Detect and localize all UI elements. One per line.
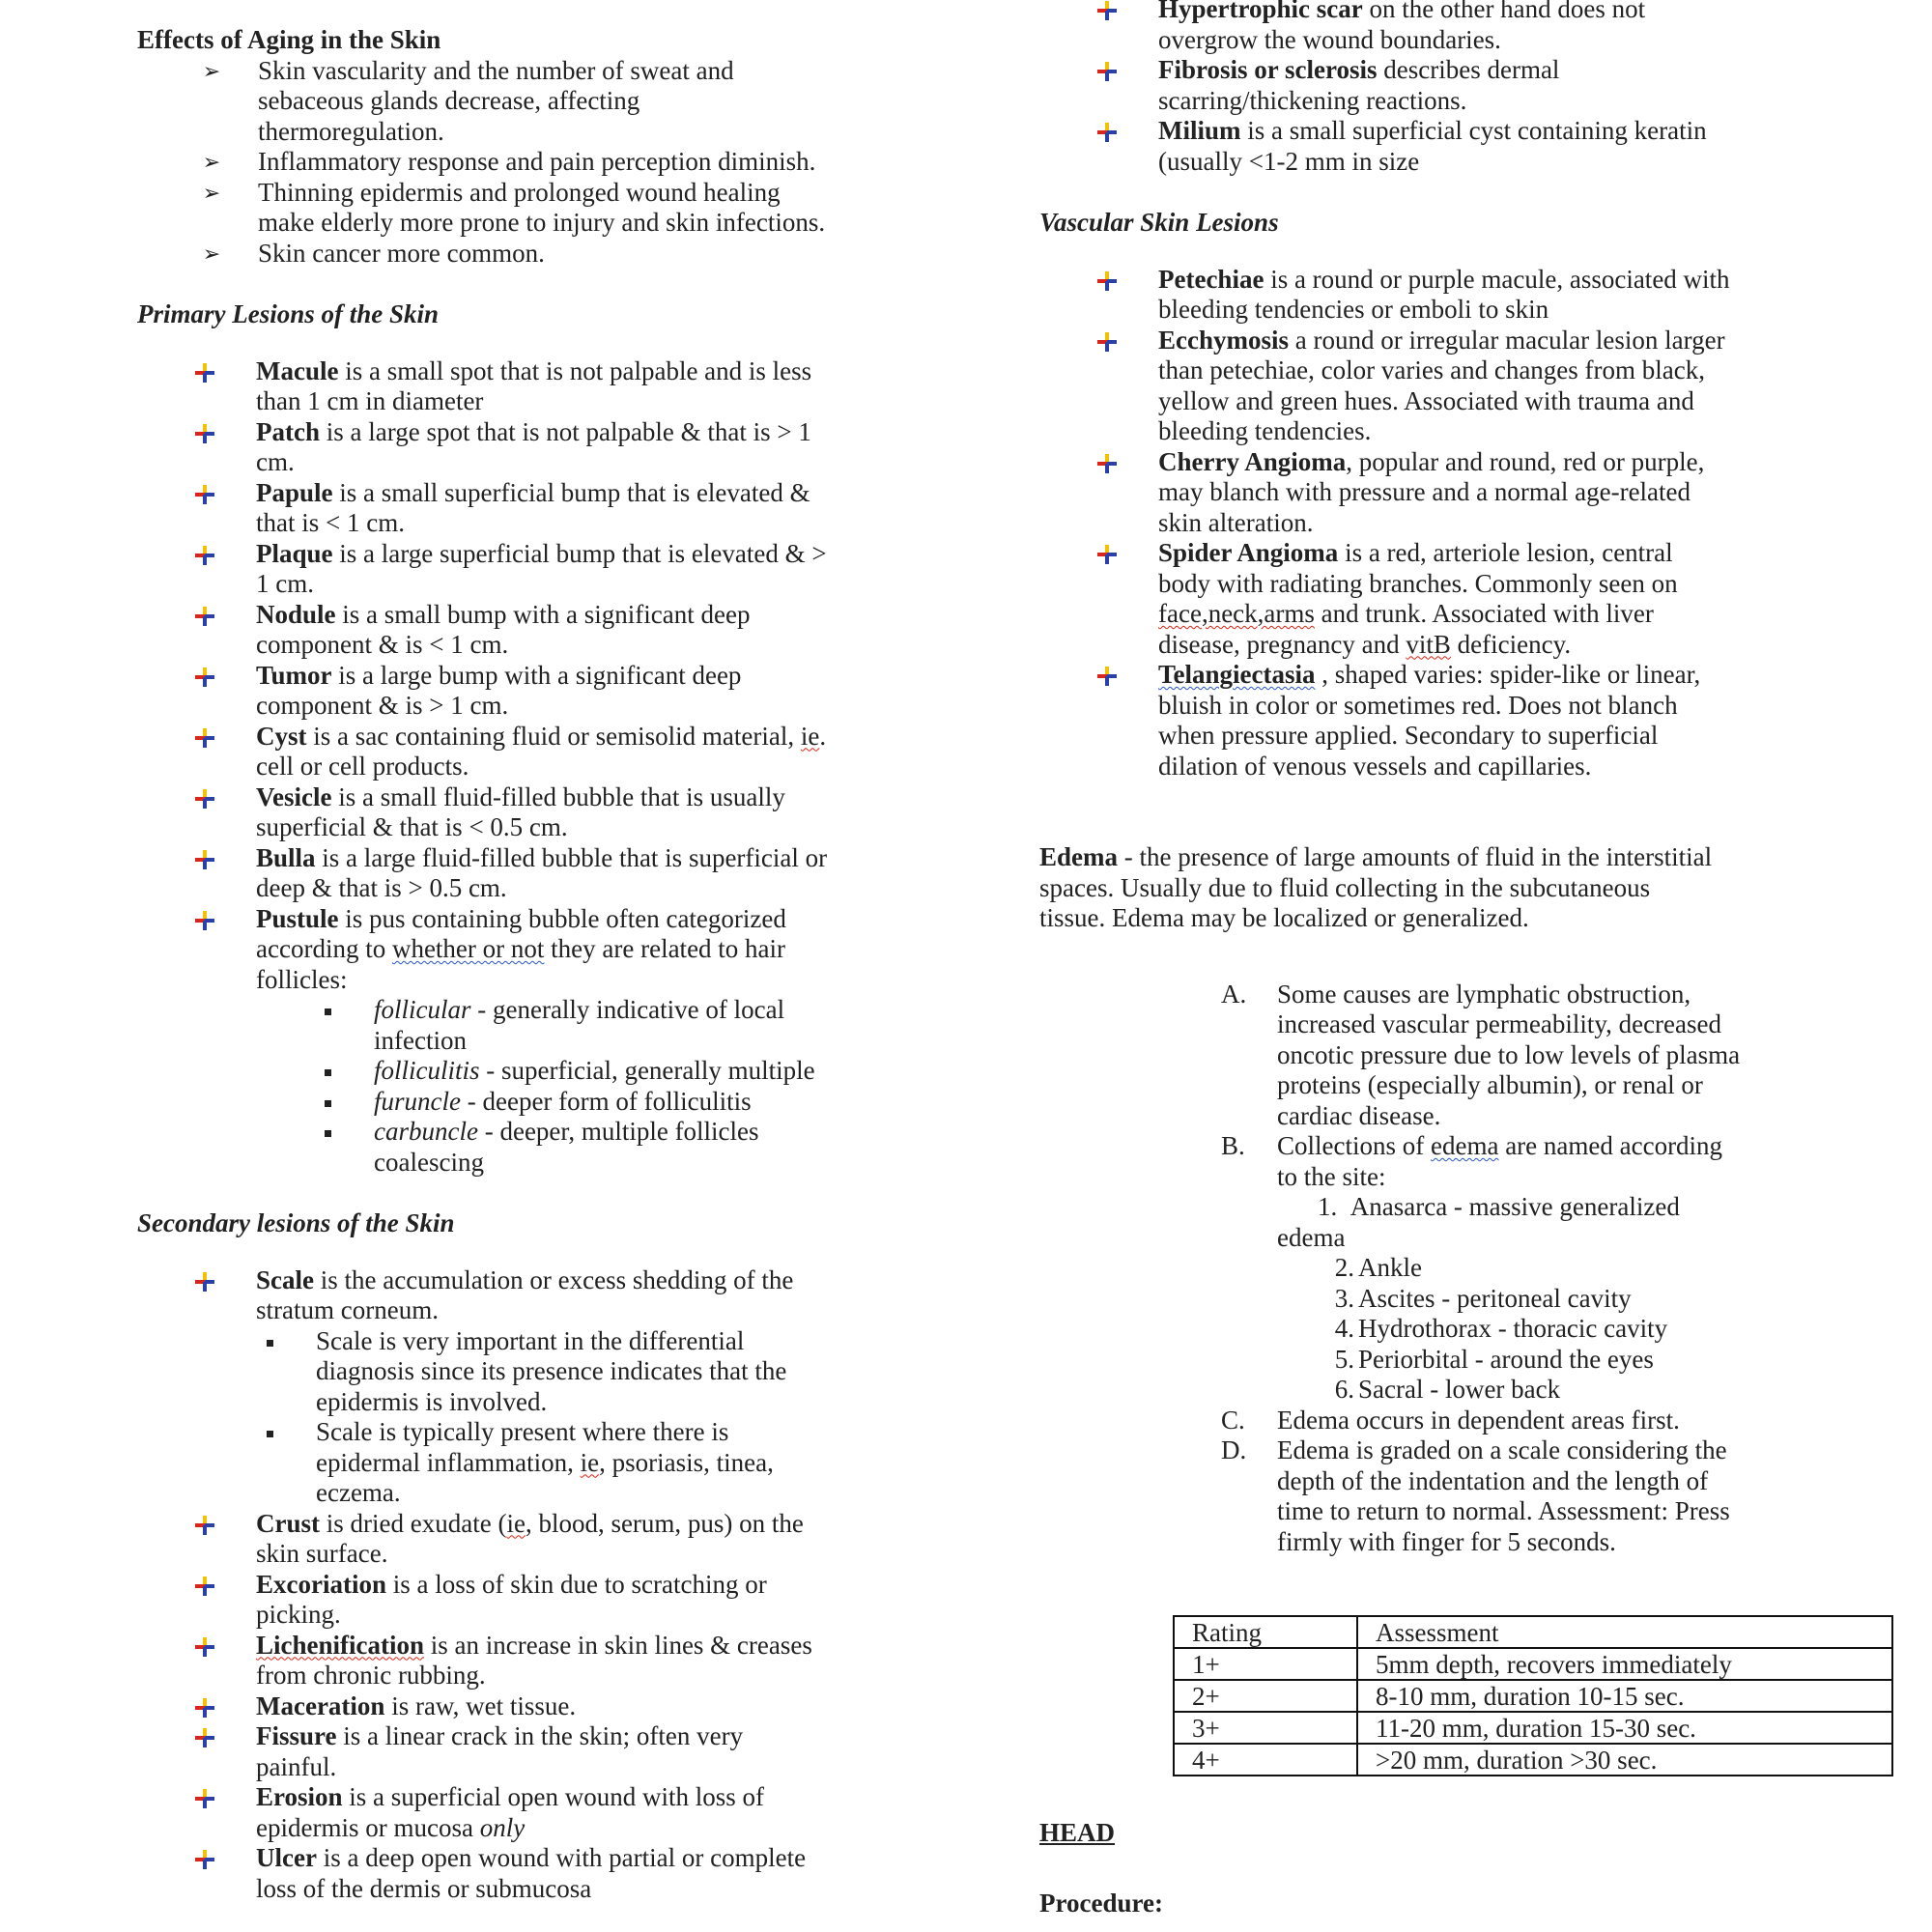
primary-lesions-list [137, 356, 939, 1179]
plus-bullet-icon [195, 1272, 214, 1292]
plus-bullet-icon [195, 1516, 214, 1535]
list-item: Ecchymosis a round or irregular macular lesion larger than petechiae, color varies and changes from black, yellow and green hues. Associated with trauma and bleeding tendencies. [1039, 326, 1841, 447]
list-item: Spider Angioma is a red, arteriole lesion, central body with radiating branches. Commonly seen on face,neck,arms and trunk. Associated with liver disease, pregnancy and vitB deficiency. [1039, 538, 1841, 660]
list-item: C. Edema occurs in dependent areas first. [1221, 1405, 1680, 1435]
plus-bullet-icon [195, 1850, 214, 1869]
list-item: 5. Periorbital - around the eyes [1334, 1344, 1654, 1374]
vascular-lesions-list [1039, 265, 1841, 539]
secondary-lesions-title: Secondary lesions of the Skin [137, 1208, 455, 1237]
list-item: Cherry Angioma, popular and round, red or purple, may blanch with pressure and a normal age-related skin alteration. [1039, 447, 1841, 539]
plus-bullet-icon [1097, 271, 1117, 291]
list-item: follicular - generally indicative of local infection [137, 995, 939, 1056]
list-item: 3. Ascites - peritoneal cavity [1334, 1283, 1632, 1313]
head-heading: HEAD [1039, 1818, 1116, 1847]
plus-bullet-icon [1097, 545, 1117, 564]
list-item: ➢ Skin vascularity and the number of sweat and sebaceous glands decrease, affecting thermoregulation. [137, 56, 939, 148]
list-item: Fissure is a linear crack in the skin; often very painful. [137, 1721, 939, 1782]
list-item: ➢ Inflammatory response and pain perception diminish. [137, 147, 939, 178]
list-item: A. Some causes are lymphatic obstruction, increased vascular permeability, decreased oncotic pressure due to low levels of plasma proteins (especially albumin), or renal or cardiac disease. [1221, 979, 1741, 1130]
edema-rating-table [1173, 1615, 1893, 1776]
plus-bullet-icon [1097, 667, 1117, 686]
list-item: Tumor is a large bump with a significant deep component & is > 1 cm. [137, 661, 939, 722]
plus-bullet-icon [195, 424, 214, 443]
list-item: Papule is a small superficial bump that is elevated & that is < 1 cm. [137, 478, 939, 539]
procedure-label: Procedure: [1039, 1889, 1163, 1918]
list-item: Patch is a large spot that is not palpable & that is > 1 cm. [137, 417, 939, 478]
edema-paragraph: Edema - the presence of large amounts of fluid in the interstitial spaces. Usually due to fluid collecting in the subcutaneous tissue. Edema may be localized or generalized. [1039, 842, 1713, 932]
square-bullet-icon [313, 1056, 342, 1087]
list-item: Plaque is a large superficial bump that is elevated & > 1 cm. [137, 539, 939, 600]
plus-bullet-icon [195, 1577, 214, 1596]
list-item: Pustule is pus containing bubble often categorized according to whether or not they are related to hair follicles: [137, 904, 939, 996]
list-item: Fibrosis or sclerosis describes dermal scarring/thickening reactions. [1039, 55, 1841, 116]
plus-bullet-icon [195, 1637, 214, 1657]
list-item: B. Collections of edema are named according to the site: [1221, 1131, 1723, 1191]
list-item: Scale is typically present where there is epidermal inflammation, ie, psoriasis, tinea, eczema. [137, 1417, 939, 1509]
list-item: Excoriation is a loss of skin due to scratching or picking. [137, 1570, 939, 1631]
list-item: Erosion is a superficial open wound with loss of epidermis or mucosa only [137, 1782, 939, 1843]
list-item: furuncle - deeper form of folliculitis [137, 1087, 939, 1118]
square-bullet-icon [255, 1417, 284, 1448]
arrow-bullet-icon: ➢ [202, 180, 221, 205]
plus-bullet-icon [195, 485, 214, 504]
arrow-bullet-icon: ➢ [202, 241, 221, 266]
square-bullet-icon [255, 1326, 284, 1357]
plus-bullet-icon [195, 363, 214, 383]
list-item: Scale is the accumulation or excess shedding of the stratum corneum. [137, 1265, 939, 1326]
plus-bullet-icon [195, 607, 214, 626]
table-row: 1+ 5mm depth, recovers immediately [1174, 1648, 1892, 1680]
arrow-bullet-icon: ➢ [202, 150, 221, 174]
plus-bullet-icon [195, 850, 214, 869]
list-item: Cyst is a sac containing fluid or semisolid material, ie. cell or cell products. [137, 722, 939, 782]
primary-lesions-title: Primary Lesions of the Skin [137, 299, 440, 328]
plus-bullet-icon [195, 1698, 214, 1718]
list-item: Lichenification is an increase in skin lines & creases from chronic rubbing. [137, 1631, 939, 1691]
arrow-bullet-icon: ➢ [202, 58, 221, 83]
list-item: D. Edema is graded on a scale considering the depth of the indentation and the length of time to return to normal. Assessment: Press firmly with finger for 5 seconds. [1221, 1435, 1730, 1556]
list-item: Nodule is a small bump with a significant deep component & is < 1 cm. [137, 600, 939, 661]
list-item: Maceration is raw, wet tissue. [137, 1691, 939, 1722]
list-item: Petechiae is a round or purple macule, associated with bleeding tendencies or emboli to skin [1039, 265, 1841, 326]
list-item: Milium is a small superficial cyst containing keratin (usually <1-2 mm in size [1039, 116, 1841, 177]
list-item: Ulcer is a deep open wound with partial or complete loss of the dermis or submucosa [137, 1843, 939, 1904]
plus-bullet-icon [1097, 454, 1117, 473]
plus-bullet-icon [1097, 1, 1117, 20]
list-item: Hypertrophic scar on the other hand does not overgrow the wound boundaries. [1039, 0, 1841, 55]
edema-sites-list [1039, 1253, 1841, 1406]
table-header-row: Rating Assessment [1174, 1616, 1892, 1648]
plus-bullet-icon [1097, 123, 1117, 142]
list-item: Bulla is a large fluid-filled bubble that is superficial or deep & that is > 0.5 cm. [137, 843, 939, 904]
list-item: Telangiectasia , shaped varies: spider-like or linear, bluish in color or sometimes red. Does not blanch when pressure applied. Secondary to superficial dilation of venous vessels and capillaries. [1039, 660, 1841, 781]
list-item: ➢ Thinning epidermis and prolonged wound healing make elderly more prone to injury and skin infections. [137, 178, 939, 239]
list-item: 4. Hydrothorax - thoracic cavity [1334, 1314, 1668, 1343]
plus-bullet-icon [195, 546, 214, 565]
vascular-lesions-title: Vascular Skin Lesions [1039, 208, 1279, 237]
list-item: Crust is dried exudate (ie, blood, serum, pus) on the skin surface. [137, 1509, 939, 1570]
plus-bullet-icon [1097, 62, 1117, 81]
list-item: 1. Anasarca - massive generalized edema [1277, 1192, 1680, 1252]
list-item: Macule is a small spot that is not palpable and is less than 1 cm in diameter [137, 356, 939, 417]
list-item: Vesicle is a small fluid-filled bubble that is usually superficial & that is < 0.5 cm. [137, 782, 939, 843]
table-row: 2+ 8-10 mm, duration 10-15 sec. [1174, 1680, 1892, 1712]
plus-bullet-icon [195, 728, 214, 748]
edema-list [1039, 980, 1841, 1558]
aging-title: Effects of Aging in the Skin [137, 25, 441, 54]
list-item: 2. Ankle [1334, 1253, 1422, 1282]
secondary-lesions-list [137, 1570, 939, 1905]
square-bullet-icon [313, 1087, 342, 1118]
plus-bullet-icon [195, 1789, 214, 1808]
square-bullet-icon [313, 995, 342, 1026]
scar-list [1039, 0, 1841, 177]
list-item: carbuncle - deeper, multiple follicles coalescing [137, 1117, 939, 1178]
list-item: 6. Sacral - lower back [1334, 1375, 1561, 1404]
square-bullet-icon [313, 1117, 342, 1148]
list-item: ➢ Skin cancer more common. [137, 239, 939, 270]
plus-bullet-icon [1097, 332, 1117, 352]
plus-bullet-icon [195, 668, 214, 687]
table-row: 4+ >20 mm, duration >30 sec. [1174, 1744, 1892, 1776]
list-item: folliculitis - superficial, generally multiple [137, 1056, 939, 1087]
plus-bullet-icon [195, 1728, 214, 1747]
list-item: Scale is very important in the differential diagnosis since its presence indicates that the epidermis is involved. [137, 1326, 939, 1418]
table-row: 3+ 11-20 mm, duration 15-30 sec. [1174, 1712, 1892, 1744]
plus-bullet-icon [195, 789, 214, 809]
plus-bullet-icon [195, 911, 214, 930]
